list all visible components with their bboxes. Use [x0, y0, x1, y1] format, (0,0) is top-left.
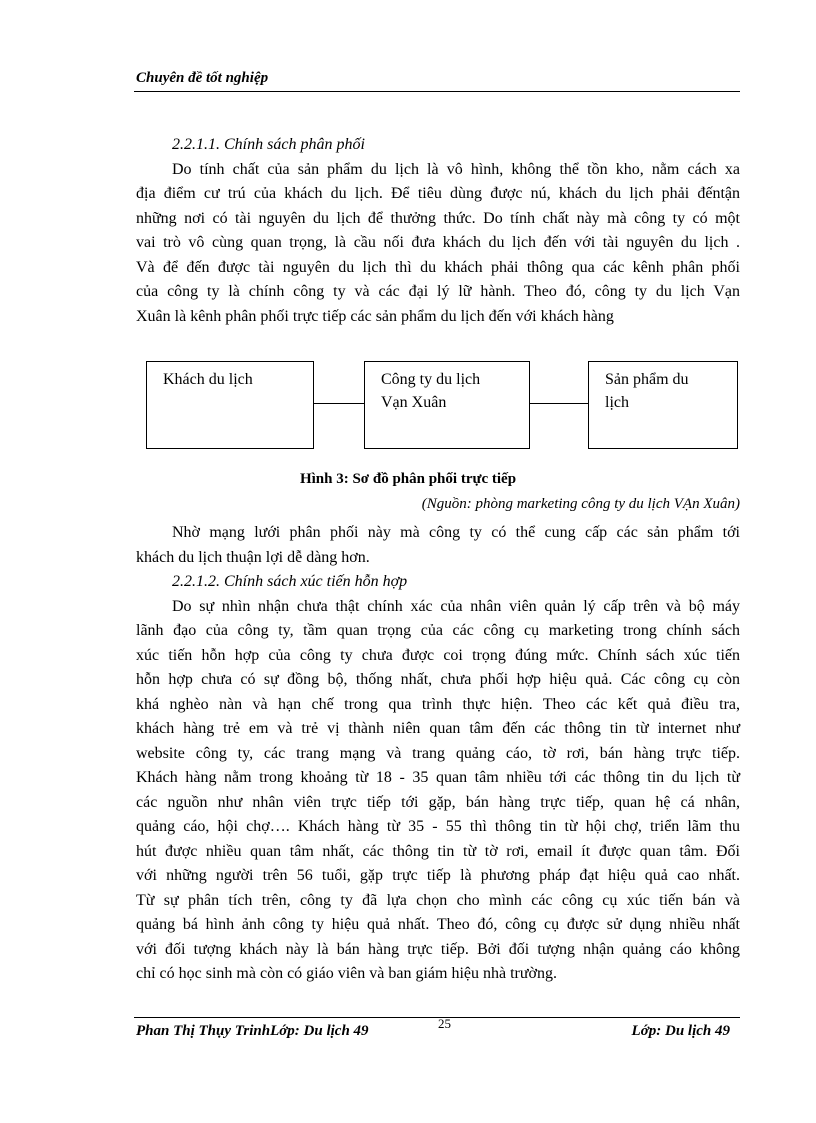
- section-network-note: [136, 521, 740, 987]
- paragraph-line: hút được nhiều quan tâm nhất, các thông tin từ tờ rơi, email ít được quan tâm. Đối: [136, 842, 740, 860]
- figure-source: (Nguồn: phòng marketing công ty du lịch VẠn Xuân): [421, 496, 740, 512]
- paragraph-line: quảng cáo, hội chợ…. Khách hàng từ 35 - 55 thì thông tin từ hội chợ, triển lãm thu: [136, 818, 740, 835]
- section-heading: 2.2.1.1. Chính sách phân phối: [172, 136, 365, 153]
- paragraph-line: chỉ có học sinh mà còn có giáo viên và ban giám hiệu nhà trường.: [136, 965, 558, 982]
- paragraph-line: lãnh đạo của công ty, tầm quan trọng của các công cụ marketing trong chính sách: [136, 622, 740, 639]
- paragraph-line: các nguồn như nhân viên trực tiếp tới gặp, bán hàng trực tiếp, quan hệ cá nhân,: [136, 793, 740, 811]
- page-header-title: Chuyên đề tốt nghiệp: [136, 70, 269, 86]
- paragraph-line: địa điểm cư trú của khách du lịch. Để tiêu dùng được nú, khách du lịch phải đếntận: [136, 185, 740, 202]
- diagram-box-label: lịch: [605, 394, 629, 411]
- paragraph-line: Do sự nhìn nhận chưa thật chính xác của nhân viên quản lý cấp trên và bộ máy: [172, 597, 740, 615]
- paragraph-line: Khách hàng nằm trong khoảng từ 18 - 35 quan tâm nhiều tới các thông tin du lịch từ: [136, 769, 740, 786]
- paragraph-line: Từ sự phân tích trên, công ty đã lựa chọn cho mình các công cụ xúc tiến bán và: [136, 891, 740, 909]
- diagram-box-label: Sản phẩm du: [605, 371, 689, 388]
- page-number: 25: [438, 1016, 451, 1031]
- diagram-box-label: Công ty du lịch: [381, 371, 481, 388]
- paragraph-line: của công ty là chính công ty và các đại lý lữ hành. Theo đó, công ty du lịch Vạn: [136, 283, 740, 300]
- footer-author: Phan Thị Thụy TrinhLớp: Du lịch 49: [136, 1023, 369, 1039]
- diagram-box-company: [364, 361, 530, 449]
- paragraph-line: những nơi có tài nguyên du lịch để thưởng thức. Do tính chất này mà công ty có một: [136, 209, 740, 227]
- section-heading: 2.2.1.2. Chính sách xúc tiến hỗn hợp: [172, 573, 408, 590]
- header-rule: [134, 91, 740, 92]
- paragraph-line: website công ty, các trang mạng và trang quảng cáo, tờ rơi, bán hàng trực tiếp.: [136, 744, 740, 762]
- paragraph-line: khách du lịch thuận lợi dễ dàng hơn.: [136, 548, 370, 566]
- diagram-connector: [314, 403, 364, 404]
- paragraph-line: vai trò vô cùng quan trọng, là cầu nối đưa khách du lịch đến với tài nguyên du lịch .: [136, 234, 740, 251]
- diagram-box-customer: [146, 361, 314, 449]
- paragraph-line: với những người trên 56 tuổi, gặp trực tiếp là phương pháp đạt hiệu quả cao nhất.: [136, 867, 740, 884]
- paragraph-line: Nhờ mạng lưới phân phối này mà công ty có thể cung cấp các sản phẩm tới: [172, 524, 740, 541]
- paragraph-line: hỗn hợp chưa có sự đồng bộ, thống nhất, chưa phối hợp hiệu quả. Các công cụ còn: [136, 671, 740, 688]
- paragraph-line: xúc tiến hỗn hợp của công ty chưa được coi trọng đúng mức. Chính sách xúc tiến: [136, 646, 740, 664]
- paragraph-line: Và để đến được tài nguyên du lịch thì du khách phải thông qua các kênh phân phối: [136, 258, 740, 276]
- paragraph-line: Xuân là kênh phân phối trực tiếp các sản phẩm du lịch đến với khách hàng: [136, 307, 614, 325]
- figure-title: Hình 3: Sơ đồ phân phối trực tiếp: [299, 471, 517, 487]
- paragraph-line: Do tính chất của sản phẩm du lịch là vô hình, không thể tồn kho, nằm cách xa: [172, 160, 740, 178]
- paragraph-line: khách hàng trẻ em và trẻ vị thành niên quan tâm đến các thông tin từ internet như: [136, 720, 740, 737]
- footer-rule: [134, 1017, 740, 1018]
- footer-class: Lớp: Du lịch 49: [631, 1023, 730, 1039]
- paragraph-line: khá nghèo nàn và hạn chế trong qua trình thực hiện. Theo các kết quả điều tra,: [136, 695, 740, 713]
- diagram-box-label: Vạn Xuân: [381, 394, 447, 411]
- section-distribution: [136, 133, 740, 329]
- diagram-connector: [530, 403, 588, 404]
- diagram-box-product: [588, 361, 738, 449]
- diagram-box-label: Khách du lịch: [163, 371, 253, 388]
- paragraph-line: quảng bá hình ảnh công ty hiệu quả nhất. Theo đó, công cụ được sử dụng nhiều nhất: [136, 916, 740, 933]
- paragraph-line: với đối tượng khách này là bán hàng trực tiếp. Bởi đối tượng nhận quảng cáo không: [136, 940, 740, 958]
